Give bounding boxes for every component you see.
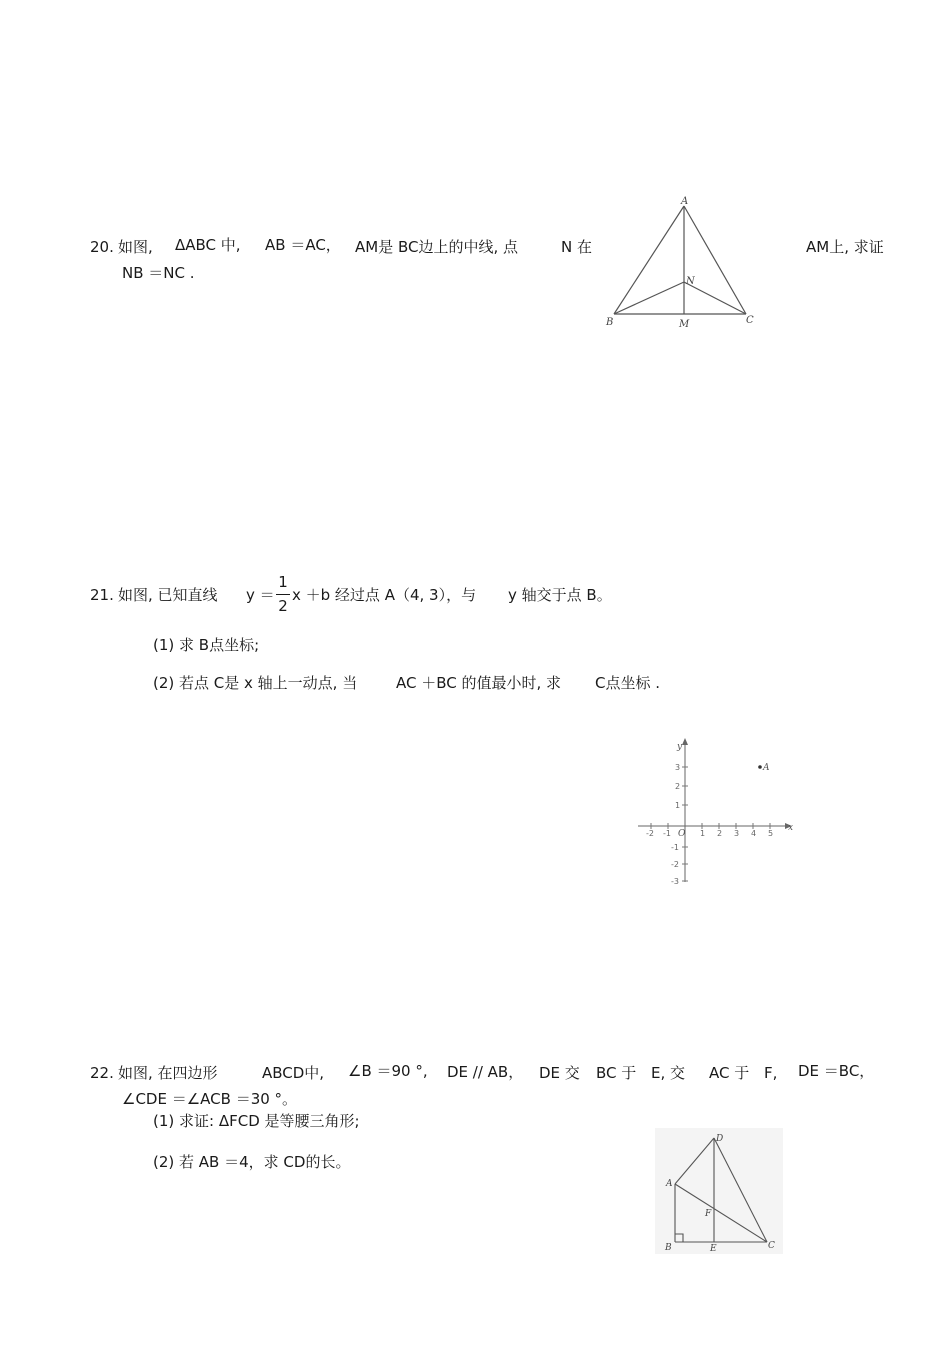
q22-text: ABCD中,	[262, 1064, 325, 1082]
x-tick-label: -2	[646, 829, 654, 838]
q22-text: DE // AB，	[447, 1063, 524, 1081]
x-axis-label: x	[788, 823, 794, 833]
q22-part-1: (1) 求证: ΔFCD 是等腰三角形;	[153, 1112, 360, 1130]
origin-label: O	[678, 829, 686, 839]
label-d: D	[716, 1134, 724, 1144]
q20-text: AM是 BC边上的中线, 点	[355, 238, 519, 256]
label-n: N	[686, 276, 695, 287]
q22-text: ∠CDE ＝∠ACB ＝30 °。	[122, 1090, 298, 1108]
label-m: M	[679, 319, 690, 330]
y-tick-label: 2	[675, 782, 681, 791]
q22-quadrilateral-figure	[655, 1128, 785, 1256]
q21-part-1: (1) 求 B点坐标;	[153, 636, 260, 654]
q21-text: y ＝	[246, 586, 275, 604]
q22-text: 如图, 在四边形	[118, 1064, 218, 1082]
q22-text: DE ＝BC，	[798, 1062, 875, 1080]
point-a	[758, 765, 762, 769]
fraction-denominator: 2	[278, 597, 288, 615]
q20-text: 如图,	[118, 238, 153, 256]
x-tick-label: 5	[768, 829, 774, 838]
label-b: B	[665, 1243, 672, 1253]
q22-text: ∠B ＝90 °,	[348, 1062, 428, 1080]
label-f: F	[705, 1209, 712, 1219]
q20-text: AM上, 求证	[806, 238, 884, 256]
label-a: A	[681, 196, 689, 207]
y-tick-label: 1	[675, 801, 681, 810]
q20-text: AB ＝AC，	[265, 236, 341, 254]
q22-text: AC 于	[709, 1064, 750, 1082]
label-a: A	[666, 1179, 673, 1189]
x-tick-label: 4	[751, 829, 757, 838]
q21-text: x ＋b 经过点 A（4, 3），与	[292, 586, 477, 604]
point-a-label: A	[763, 763, 770, 773]
q21-part-2: (2) 若点 C是 x 轴上一动点, 当	[153, 674, 358, 692]
y-tick-label: -3	[671, 877, 679, 886]
q21-text: 如图, 已知直线	[118, 586, 218, 604]
q22-text: DE 交	[539, 1064, 580, 1082]
q21-coordinate-figure	[630, 730, 800, 890]
label-c: C	[768, 1241, 775, 1251]
x-tick-label: 3	[734, 829, 740, 838]
y-axis-arrow	[682, 738, 688, 745]
fraction-bar	[276, 594, 290, 595]
q22-text: F,	[764, 1064, 778, 1082]
q21-text: y 轴交于点 B。	[508, 586, 612, 604]
y-tick-label: -2	[671, 860, 679, 869]
q22-text: E, 交	[651, 1064, 686, 1082]
y-tick-label: 3	[675, 763, 681, 772]
q21-part-2: AC ＋BC 的值最小时, 求	[396, 674, 562, 692]
q22-text: BC 于	[596, 1064, 637, 1082]
label-e: E	[710, 1244, 717, 1254]
y-tick-label: -1	[671, 843, 679, 852]
q21-part-2: C点坐标 .	[595, 674, 661, 692]
q20-number: 20.	[90, 238, 114, 256]
q21-number: 21.	[90, 586, 114, 604]
q22-part-2: (2) 若 AB ＝4，求 CD的长。	[153, 1153, 351, 1171]
label-c: C	[746, 315, 754, 326]
y-axis-label: y	[677, 742, 683, 752]
label-b: B	[606, 317, 614, 328]
q20-text: NB ＝NC .	[122, 264, 195, 282]
q20-triangle-figure	[600, 192, 770, 334]
x-tick-label: 1	[700, 829, 706, 838]
x-tick-label: 2	[717, 829, 723, 838]
x-tick-label: -1	[663, 829, 671, 838]
q22-number: 22.	[90, 1064, 114, 1082]
fraction-numerator: 1	[278, 573, 288, 591]
q20-text: N 在	[561, 238, 592, 256]
q20-text: ΔABC 中,	[175, 236, 241, 254]
